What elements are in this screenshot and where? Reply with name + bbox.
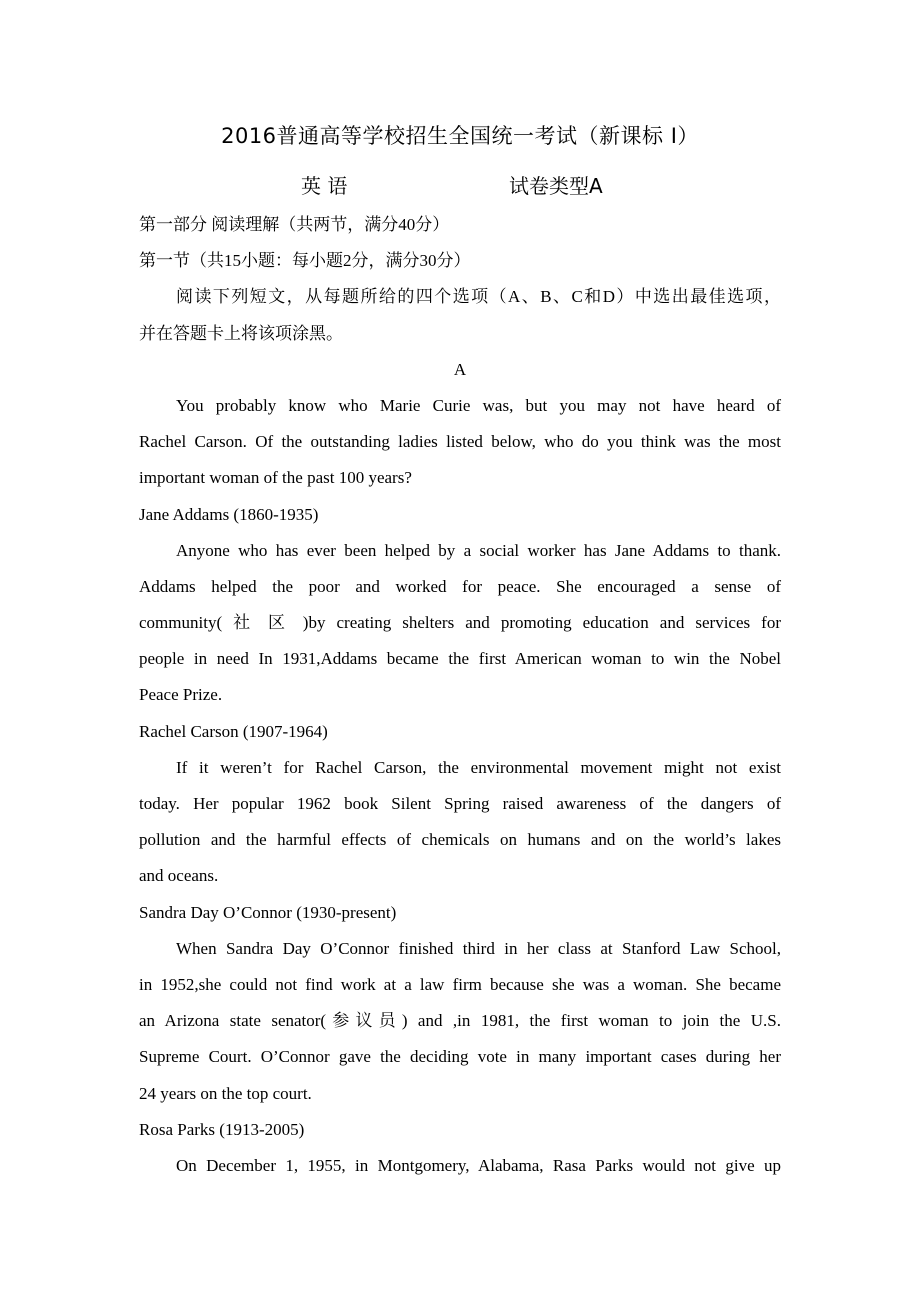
text-line: an Arizona state senator(参议员) and ,in 1981, the first woman to join the U.S. <box>139 1011 781 1031</box>
text-line: If it weren’t for Rachel Carson, the environmental movement might not exist <box>176 757 781 777</box>
person-heading: Rosa Parks (1913-2005) <box>139 1119 305 1139</box>
text-line: Supreme Court. O’Connor gave the deciding vote in many important cases during her <box>139 1047 781 1067</box>
text-line: Peace Prize. <box>139 685 223 705</box>
text-line: community( 社 区 )by creating shelters and promoting education and services for <box>139 613 781 633</box>
text-line: Rachel Carson. Of the outstanding ladies listed below, who do you think was the most <box>139 432 781 452</box>
section-heading: 第一部分 阅读理解（共两节，满分40分） <box>139 215 450 234</box>
text-line: pollution and the harmful effects of chemicals on humans and on the world’s lakes <box>139 830 781 850</box>
text-line: important woman of the past 100 years? <box>139 468 412 488</box>
text-line: in 1952,she could not find work at a law firm because she was a woman. She became <box>139 974 781 994</box>
text-line: You probably know who Marie Curie was, but you may not have heard of <box>176 395 781 415</box>
paper-type-label: 试卷类型A <box>509 174 603 198</box>
person-heading: Rachel Carson (1907-1964) <box>139 721 328 741</box>
subject-label: 英 语 <box>301 174 348 198</box>
person-heading: Sandra Day O’Connor (1930-present) <box>139 902 397 922</box>
subsection-heading: 第一节（共15小题：每小题2分，满分30分） <box>139 251 471 271</box>
text-line: and oceans. <box>139 866 219 886</box>
instructions-line: 阅读下列短文，从每题所给的四个选项（A、B、C和D）中选出最佳选项， <box>176 287 781 307</box>
text-line: people in need In 1931,Addams became the first American woman to win the Nobel <box>139 649 781 669</box>
passage-label: A <box>453 359 467 379</box>
text-line: When Sandra Day O’Connor finished third in her class at Stanford Law School, <box>176 938 781 958</box>
text-line: 24 years on the top court. <box>139 1083 312 1103</box>
instructions-line: 并在答题卡上将该项涂黑。 <box>139 323 343 343</box>
person-heading: Jane Addams (1860-1935) <box>139 504 319 524</box>
exam-title: 2016普通高等学校招生全国统一考试（新课标 I） <box>221 124 699 148</box>
text-line: Addams helped the poor and worked for peace. She encouraged a sense of <box>139 576 781 596</box>
text-line: Anyone who has ever been helped by a social worker has Jane Addams to thank. <box>176 540 781 560</box>
text-line: On December 1, 1955, in Montgomery, Alabama, Rasa Parks would not give up <box>176 1155 781 1175</box>
document-body <box>139 207 781 1184</box>
text-line: today. Her popular 1962 book Silent Spring raised awareness of the dangers of <box>139 794 781 813</box>
